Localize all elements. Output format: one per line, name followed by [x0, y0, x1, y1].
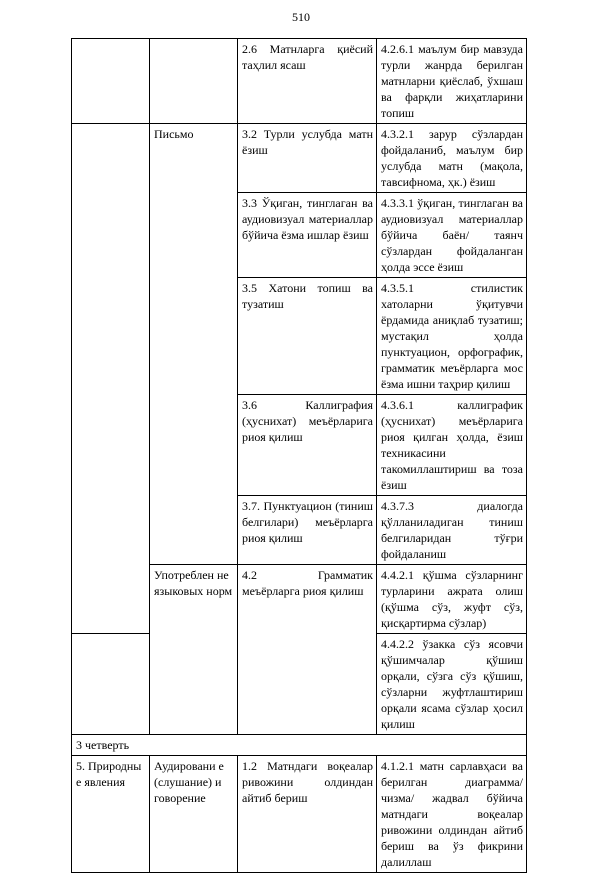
objective-cell: 4.4.2.1 қўшма сўзларнинг турларини ажрата олиш (қўшма сўз, жуфт сўз, қисқартирма сўзлар) [377, 565, 527, 634]
objective-cell: 4.1.2.1 матн сарлавҳаси ва берилган диаграмма/ чизма/ жадвал бўйича матндаги воқеалар ривожини олдиндан айтиб бериш ва ўз фикрини далиллаш [377, 756, 527, 873]
objective-cell: 4.3.2.1 зарур сўзлардан фойдаланиб, маълум бир услубда матн (мақола, тавсифнома, ҳк.) ёзиш [377, 124, 527, 193]
topic-cell [72, 124, 150, 634]
section-cell [150, 39, 238, 124]
table-row [72, 756, 527, 873]
skill-cell: 2.6 Матнларга қиёсий таҳлил ясаш [238, 39, 377, 124]
objective-cell: 4.3.3.1 ўқиган, тинглаган ва аудиовизуал материаллар бўйича баён/ таянч сўзлардан фойдаланган ҳолда эссе ёзиш [377, 193, 527, 278]
quarter-row [72, 735, 527, 756]
topic-cell [72, 39, 150, 124]
objective-cell: 4.3.5.1 стилистик хатоларни ўқитувчи ёрдамида аниқлаб тузатиш; мустақил ҳолда пунктуацион, орфографик, грамматик меъёрларга мос ёзма ишни таҳрир қилиш [377, 278, 527, 395]
section-cell: Употреблен не языковых норм [150, 565, 238, 735]
skill-cell: 3.6 Каллиграфия (ҳуснихат) меъёрларига риоя қилиш [238, 395, 377, 496]
objective-cell: 4.4.2.2 ўзакка сўз ясовчи қўшимчалар қўшиш орқали, сўзга сўз қўшиш, сўзларни жуфтлаштириш орқали ясама сўзлар ҳосил қилиш [377, 634, 527, 735]
section-cell: Письмо [150, 124, 238, 565]
skill-cell: 3.7. Пунктуацион (тиниш белгилари) меъёрларга риоя қилиш [238, 496, 377, 565]
objective-cell: 4.2.6.1 маълум бир мавзуда турли жанрда берилган матнларни қиёслаб, ўхшаш ва фарқли жиҳатларини топиш [377, 39, 527, 124]
skill-cell: 3.2 Турли услубда матн ёзиш [238, 124, 377, 193]
skill-cell: 1.2 Матндаги воқеалар ривожини олдиндан айтиб бериш [238, 756, 377, 873]
quarter-heading: 3 четверть [72, 735, 527, 756]
skill-cell: 3.3 Ўқиган, тинглаган ва аудиовизуал материаллар бўйича ёзма ишлар ёзиш [238, 193, 377, 278]
skill-cell: 4.2 Грамматик меъёрларга риоя қилиш [238, 565, 377, 735]
table-row [72, 124, 527, 193]
page-number: 510 [292, 10, 310, 24]
objective-cell: 4.3.6.1 каллиграфик (ҳуснихат) меъёрларига риоя қилган ҳолда, ёзиш техникасини такомиллаштириш ва тоза ёзиш [377, 395, 527, 496]
skill-cell: 3.5 Хатони топиш ва тузатиш [238, 278, 377, 395]
topic-cell: 5. Природны е явления [72, 756, 150, 873]
objective-cell: 4.3.7.3 диалогда қўлланиладиган тиниш белгиларидан тўғри фойдаланиш [377, 496, 527, 565]
table-row [72, 39, 527, 124]
curriculum-table [71, 38, 527, 873]
section-cell: Аудировани е (слушание) и говорение [150, 756, 238, 873]
topic-cell [72, 634, 150, 735]
